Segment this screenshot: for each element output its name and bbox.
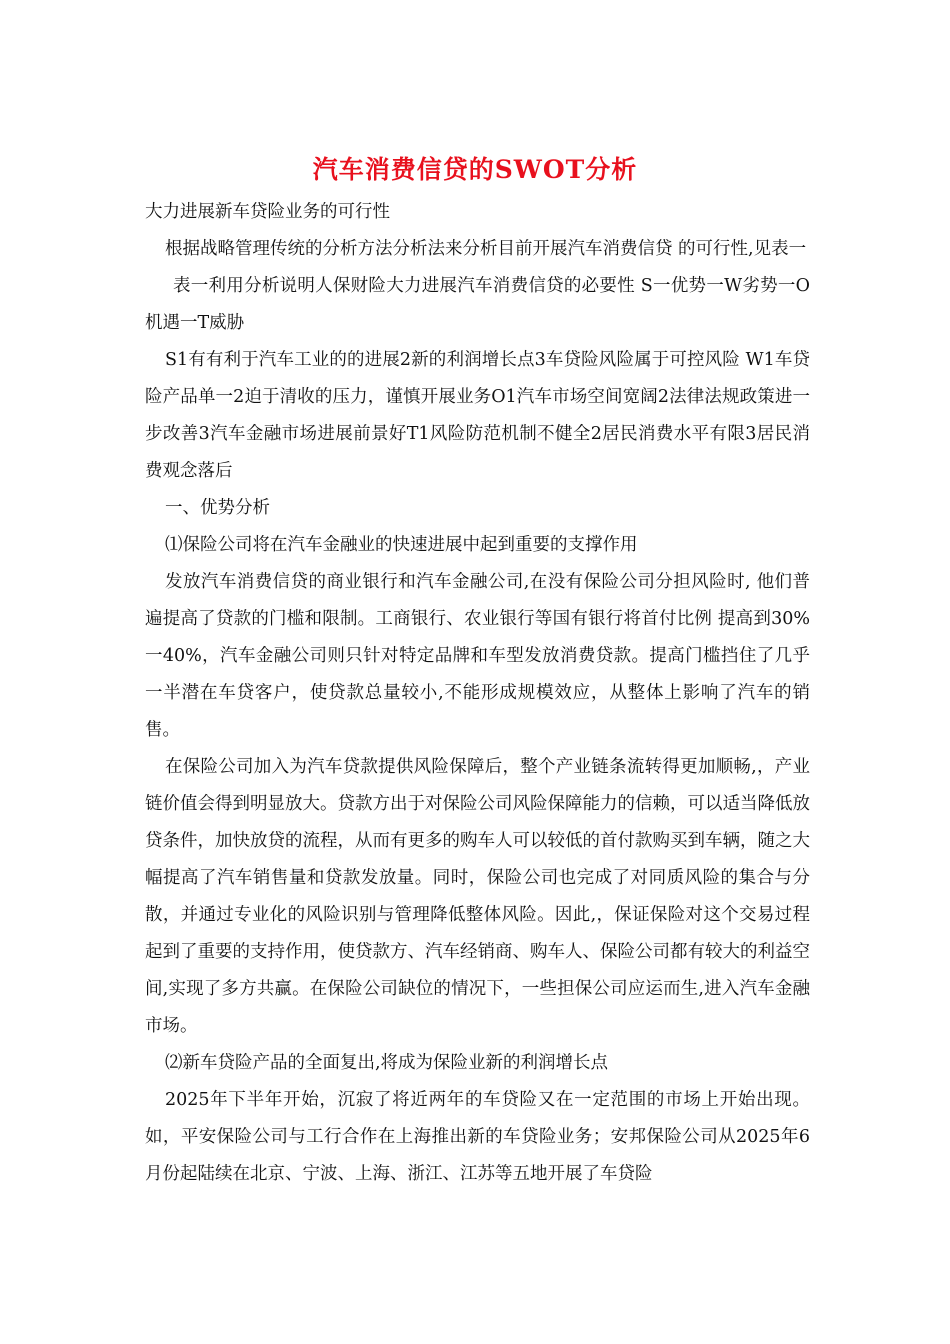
paragraph: 2025年下半年开始，沉寂了将近两年的车贷险又在一定范围的市场上开始出现。如，平安保险公司与工行合作在上海推出新的车贷险业务；安邦保险公司从2025年6月份起陆续在北京、宁波、上海、浙江、江苏等五地开展了车贷险: [145, 1090, 810, 1184]
paragraph: S1有有利于汽车工业的的进展2新的利润增长点3车贷险风险属于可控风险 W1车贷险产品单一2迫于清收的压力，谨慎开展业务O1汽车市场空间宽阔2法律法规政策进一步改善3汽车金融市场进展前景好T1风险防范机制不健全2居民消费水平有限3居民消费观念落后: [145, 350, 810, 481]
paragraph-heading: 大力进展新车贷险业务的可行性: [145, 202, 390, 222]
document-title: 汽车消费信贷的SWOT分析: [312, 155, 638, 184]
document-body: [145, 194, 810, 1193]
paragraph: 发放汽车消费信贷的商业银行和汽车金融公司,在没有保险公司分担风险时, 他们普遍提高了贷款的门槛和限制。工商银行、农业银行等国有银行将首付比例 提高到30%一40%，汽车金融公司则只针对特定品牌和车型发放消费贷款。提高门槛挡住了几乎一半潜在车贷客户，使贷款总量较小,不能形成规模效应，从整体上影响了汽车的销售。: [145, 572, 810, 740]
subsection-heading: ⑵新车贷险产品的全面复出,将成为保险业新的利润增长点: [165, 1053, 609, 1073]
paragraph: 表一利用分析说明人保财险大力进展汽车消费信贷的必要性 S一优势一W劣势一O机遇一T威胁: [145, 276, 810, 333]
section-heading: 一、优势分析: [165, 498, 270, 518]
subsection-heading: ⑴保险公司将在汽车金融业的快速进展中起到重要的支撑作用: [165, 535, 638, 555]
paragraph: 根据战略管理传统的分析方法分析法来分析目前开展汽车消费信贷 的可行性,见表一: [165, 239, 807, 259]
paragraph: 在保险公司加入为汽车贷款提供风险保障后，整个产业链条流转得更加顺畅,，产业链价值会得到明显放大。贷款方出于对保险公司风险保障能力的信赖，可以适当降低放贷条件，加快放贷的流程，从而有更多的购车人可以较低的首付款购买到车辆，随之大幅提高了汽车销售量和贷款发放量。同时，保险公司也完成了对同质风险的集合与分散，并通过专业化的风险识别与管理降低整体风险。因此,，保证保险对这个交易过程起到了重要的支持作用，使贷款方、汽车经销商、购车人、保险公司都有较大的利益空间,实现了多方共赢。在保险公司缺位的情况下，一些担保公司应运而生,进入汽车金融市场。: [145, 757, 810, 1036]
